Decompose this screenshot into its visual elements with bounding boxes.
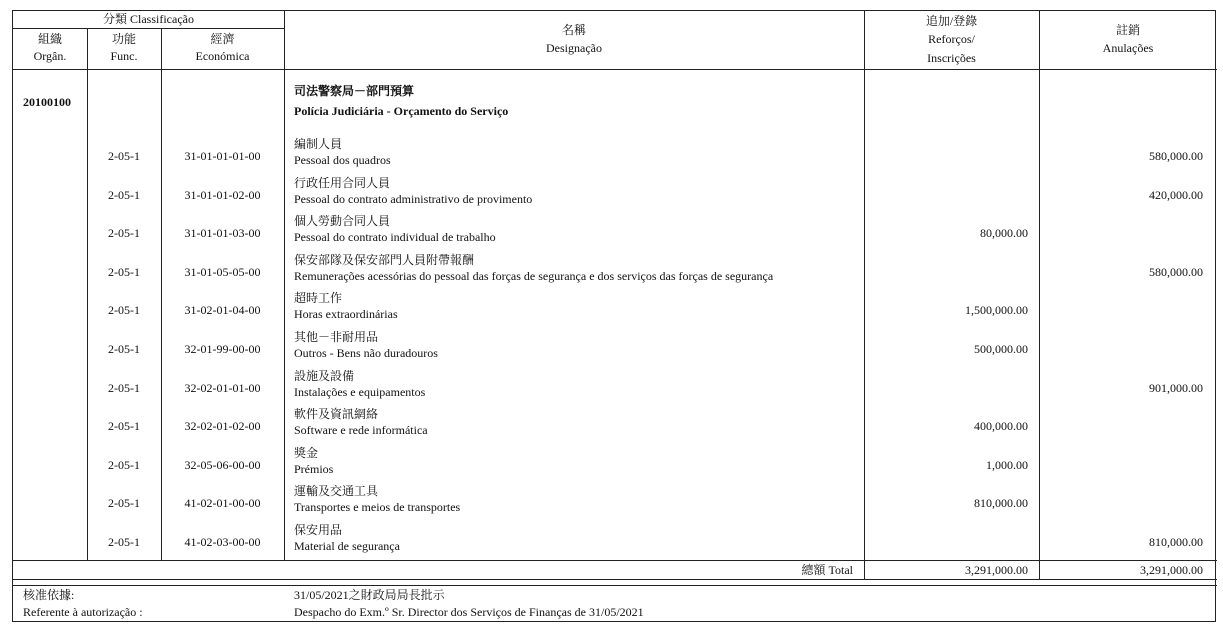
service-code: 20100100 xyxy=(23,95,71,109)
economic-code: 31-01-01-01-00 xyxy=(184,149,261,163)
designation-pt: Material de segurança xyxy=(294,539,400,553)
designation-zh: 保安部隊及保安部門人員附帶報酬 xyxy=(294,252,475,267)
designation-zh: 其他－非耐用品 xyxy=(294,330,379,344)
authorization-label-zh: 核准依據: xyxy=(23,588,75,602)
anulacao-amount: 901,000.00 xyxy=(1149,380,1203,395)
header-bottom-rule xyxy=(13,69,1217,70)
functional-code: 2-05-1 xyxy=(108,496,140,511)
reforco-amount: 400,000.00 xyxy=(974,419,1028,434)
total-reforcos: 3,291,000.00 xyxy=(965,563,1028,577)
table-row xyxy=(13,403,1217,441)
table-row xyxy=(13,133,1217,171)
anulacao-amount: 580,000.00 xyxy=(1149,149,1203,163)
func-header-zh: 功能 xyxy=(111,32,136,46)
designation-zh: 軟件及資訊網絡 xyxy=(294,407,379,422)
classificacao-header: 分類 Classificação xyxy=(103,12,194,26)
designation-zh: 保安用品 xyxy=(294,523,343,537)
table-row xyxy=(13,480,1217,518)
table-row xyxy=(13,326,1217,364)
total-top-rule xyxy=(13,560,1217,561)
footer-divider xyxy=(13,585,1217,586)
functional-code: 2-05-1 xyxy=(108,457,140,472)
total-bottom-rule xyxy=(13,579,1217,580)
functional-code: 2-05-1 xyxy=(108,535,140,549)
service-name-pt: Polícia Judiciária - Orçamento do Serviço xyxy=(294,104,509,118)
designation-zh: 設施及設備 xyxy=(294,368,355,383)
economic-code: 32-05-06-00-00 xyxy=(184,457,261,472)
economic-code: 31-01-05-05-00 xyxy=(184,264,261,279)
designation-pt: Software e rede informática xyxy=(294,423,428,438)
functional-code: 2-05-1 xyxy=(108,264,140,279)
designation-zh: 個人勞動合同人員 xyxy=(294,214,391,229)
designation-zh: 行政任用合同人員 xyxy=(294,175,391,190)
table-row xyxy=(13,172,1217,210)
anulacao-amount: 580,000.00 xyxy=(1149,264,1203,279)
anulacoes-header-pt: Anulações xyxy=(1102,41,1154,55)
designation-pt: Transportes e meios de transportes xyxy=(294,500,461,515)
func-header-pt: Func. xyxy=(110,49,138,63)
designation-zh: 運輸及交通工具 xyxy=(294,484,379,499)
total-anulacoes: 3,291,000.00 xyxy=(1140,563,1203,577)
functional-code: 2-05-1 xyxy=(108,380,140,395)
economic-code: 31-01-01-02-00 xyxy=(184,187,261,202)
designation-zh: 獎金 xyxy=(294,445,319,460)
anulacoes-header-zh: 註銷 xyxy=(1115,23,1140,37)
service-name-zh: 司法警察局－部門預算 xyxy=(294,84,415,98)
desig-header-pt: Designação xyxy=(546,41,602,55)
designation-pt: Horas extraordinárias xyxy=(294,307,398,322)
authorization-label-pt: Referente à autorização : xyxy=(23,605,143,619)
economic-code: 31-02-01-04-00 xyxy=(184,303,261,318)
reforcos-header-pt1: Reforços/ xyxy=(928,32,975,46)
functional-code: 2-05-1 xyxy=(108,187,140,202)
econ-header-zh: 經濟 xyxy=(210,32,235,46)
reforco-amount: 1,500,000.00 xyxy=(965,303,1028,318)
functional-code: 2-05-1 xyxy=(108,342,140,356)
anulacao-amount: 420,000.00 xyxy=(1149,187,1203,202)
designation-zh: 超時工作 xyxy=(294,291,343,306)
designation-pt: Instalações e equipamentos xyxy=(294,384,426,399)
anulacao-amount: 810,000.00 xyxy=(1149,535,1203,549)
total-label: 總額 Total xyxy=(801,563,853,577)
economic-code: 41-02-03-00-00 xyxy=(184,535,261,549)
designation-pt: Pessoal do contrato individual de trabalho xyxy=(294,230,496,245)
reforco-amount: 810,000.00 xyxy=(974,496,1028,511)
budget-table xyxy=(12,10,1216,622)
economic-code: 31-01-01-03-00 xyxy=(184,226,261,241)
table-row xyxy=(13,365,1217,403)
economic-code: 32-02-01-02-00 xyxy=(184,419,261,434)
functional-code: 2-05-1 xyxy=(108,149,140,163)
economic-code: 32-02-01-01-00 xyxy=(184,380,261,395)
functional-code: 2-05-1 xyxy=(108,226,140,241)
reforco-amount: 500,000.00 xyxy=(974,342,1028,356)
designation-pt: Pessoal do contrato administrativo de provimento xyxy=(294,191,533,206)
table-row xyxy=(13,210,1217,248)
organ-header-pt: Orgân. xyxy=(33,49,67,63)
economic-code: 41-02-01-00-00 xyxy=(184,496,261,511)
designation-pt: Outros - Bens não duradouros xyxy=(294,346,438,360)
table-row xyxy=(13,442,1217,480)
designation-pt: Pessoal dos quadros xyxy=(294,153,391,167)
authorization-value-zh: 31/05/2021之財政局局長批示 xyxy=(294,588,445,602)
desig-header-zh: 名稱 xyxy=(561,23,586,37)
table-row xyxy=(13,519,1217,557)
reforco-amount: 80,000.00 xyxy=(980,226,1028,241)
table-row xyxy=(13,287,1217,325)
authorization-value-pt: Despacho do Exm.º Sr. Director dos Serviços de Finanças de 31/05/2021 xyxy=(294,605,644,619)
econ-header-pt: Económica xyxy=(195,49,250,63)
functional-code: 2-05-1 xyxy=(108,303,140,318)
reforco-amount: 1,000.00 xyxy=(986,457,1028,472)
reforcos-header-pt2: Inscrições xyxy=(927,51,976,65)
economic-code: 32-01-99-00-00 xyxy=(184,342,261,356)
designation-pt: Prémios xyxy=(294,461,334,476)
designation-pt: Remunerações acessórias do pessoal das forças de segurança e dos serviços das forças de segurança xyxy=(294,268,774,283)
table-row xyxy=(13,249,1217,287)
organ-header-zh: 組織 xyxy=(37,32,62,46)
header-subdivider xyxy=(13,28,284,29)
designation-zh: 編制人員 xyxy=(294,137,343,151)
functional-code: 2-05-1 xyxy=(108,419,140,434)
reforcos-header-zh: 追加/登錄 xyxy=(925,14,978,28)
